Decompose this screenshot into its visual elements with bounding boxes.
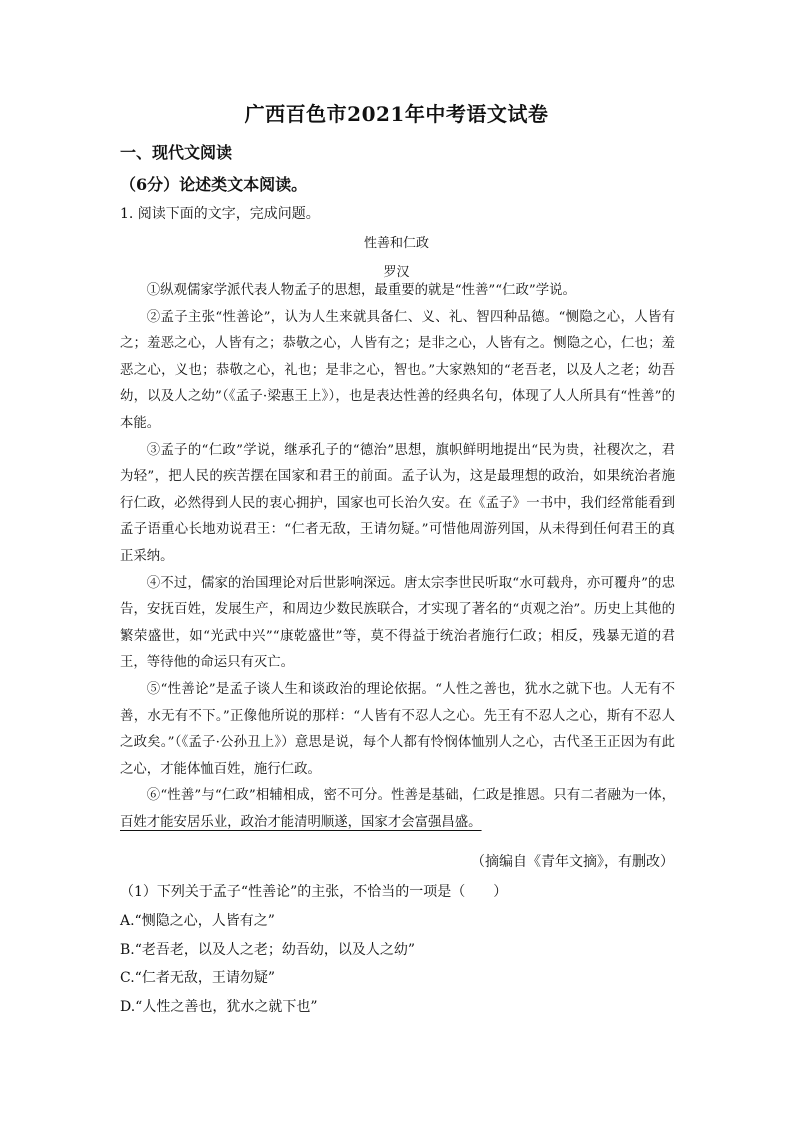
option-c: C.“仁者无敌，王请勿疑” [120, 970, 275, 987]
article-paragraph-2: ②孟子主张“性善论”，认为人生来就具备仁、义、礼、智四种品德。“恻隐之心，人皆有之；羞恶之心，人皆有之；恭敬之心，人皆有之；是非之心，人皆有之。恻隐之心，仁也；羞恶之心，义也；恭敬之心，礼也；是非之心，智也。”大家熟知的“老吾老，以及人之老；幼吾幼，以及人之幼”（《孟子·梁惠王上》），也是表达性善的经典名句，体现了人人所具有“性善”的本能。 [120, 309, 675, 431]
subsection-heading: （6分）论述类文本阅读。 [120, 175, 308, 194]
option-d: D.“人性之善也，犹水之就下也” [120, 998, 318, 1015]
article-paragraph-6 [120, 783, 675, 836]
article-author: 罗汉 [383, 265, 410, 280]
source-citation: （摘编自《青年文摘》，有删改） [471, 854, 674, 870]
article-body [120, 278, 675, 836]
paragraph-6-lead: ⑥“性善”与“仁政”相辅相成，密不可分。性善是基础，仁政是推恩。只有二者融为一体， [146, 788, 675, 804]
article-paragraph-1: ①纵观儒家学派代表人物孟子的思想，最重要的就是“性善”“仁政”学说。 [146, 283, 576, 298]
answer-options [120, 907, 415, 1021]
article-paragraph-3: ③孟子的“仁政”学说，继承孔子的“德治”思想，旗帜鲜明地提出“民为贵，社稷次之，君为轻”，把人民的疾苦摆在国家和君王的前面。孟子认为，这是最理想的政治，如果统治者施行仁政，必然得到人民的衷心拥护，国家也可长治久安。在《孟子》一书中，我们经常能看到孟子语重心长地劝说君王：“仁者无敌，王请勿疑。”可惜他周游列国，从未得到任何君王的真正采纳。 [120, 442, 675, 564]
question-intro: 1. 阅读下面的文字，完成问题。 [120, 206, 320, 222]
section-heading: 一、现代文阅读 [120, 143, 233, 162]
underlined-sentence: 百姓才能安居乐业，政治才能清明顺遂，国家才会富强昌盛。 [120, 814, 482, 830]
option-b: B.“老吾老，以及人之老；幼吾幼，以及人之幼” [120, 941, 416, 958]
article-paragraph-4: ④不过，儒家的治国理论对后世影响深远。唐太宗李世民听取“水可载舟，亦可覆舟”的忠告，安抚百姓，发展生产，和周边少数民族联合，才实现了著名的“贞观之治”。历史上其他的繁荣盛世，如“光武中兴”“康乾盛世”等，莫不得益于统治者施行仁政；相反，残暴无道的君王，等待他的命运只有灭亡。 [120, 575, 675, 671]
page-title: 广西百色市2021年中考语文试卷 [244, 102, 549, 126]
article-paragraph-5: ⑤“性善论”是孟子谈人生和谈政治的理论依据。“人性之善也，犹水之就下也。人无有不善，水无有不下。”正像他所说的那样：“人皆有不忍人之心。先王有不忍人之心，斯有不忍人之政矣。”（《孟子·公孙丑上》）意思是说，每个人都有怜悯体恤别人之心，古代圣王正因为有此之心，才能体恤百姓，施行仁政。 [120, 681, 675, 777]
sub-question-1: （1）下列关于孟子“性善论”的主张，不恰当的一项是（ ） [120, 884, 508, 900]
article-title: 性善和仁政 [363, 236, 429, 251]
option-a: A.“恻隐之心，人皆有之” [120, 913, 275, 929]
